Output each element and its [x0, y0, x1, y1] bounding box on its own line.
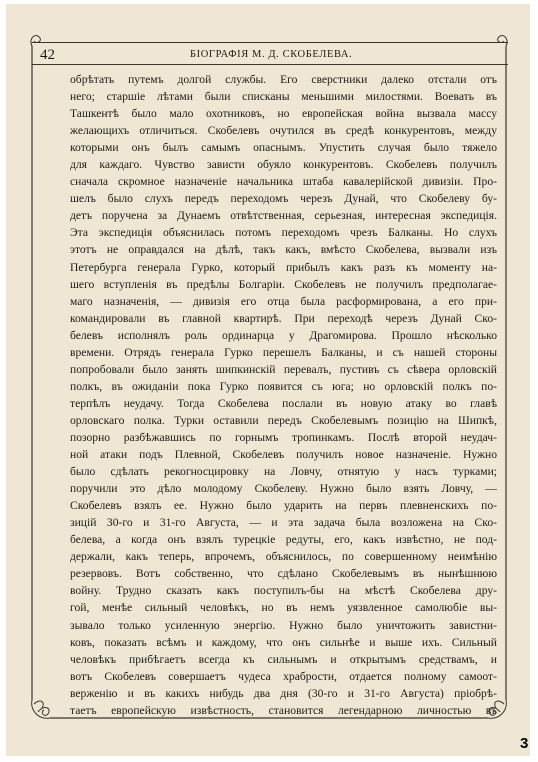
text-line: вотъ Скобелевъ совершаетъ чудеса храбрости, отдается полному самоот- [70, 669, 497, 683]
text-line: Петербурга генерала Гурко, который прибылъ какъ разъ къ моменту на- [70, 260, 497, 274]
text-line: времени. Отрядъ генерала Гурко перешелъ Балканы, и съ нашей стороны [70, 345, 497, 359]
text-line: зицій 30-го и 31-го Августа, — и эта задача была возложена на Ско- [70, 516, 497, 530]
text-line: ковъ, показать всѣмъ и каждому, что онъ сильнѣе и выше ихъ. Сильный [70, 635, 497, 649]
text-line: терпѣлъ неудачу. Тогда Скобелева послали въ новую атаку во главѣ [70, 396, 497, 410]
body-text [70, 71, 497, 719]
text-line: полкъ, въ ожиданіи пока Гурко появится съ юга; но орловскій полкъ по- [70, 379, 497, 393]
text-line: этотъ не оправдался на дѣлѣ, такъ какъ, вмѣсто Скобелева, вызвали изъ [70, 243, 497, 257]
text-line: маго назначенія, — дивизія его отца была расформирована, а его при- [70, 294, 497, 308]
text-line: орловскаго полка. Турки оставили передъ Скобелевымъ позицію на Шипкѣ, [70, 413, 497, 427]
text-line: Ташкентѣ было мало охотниковъ, но европейская война вызвала массу [70, 107, 497, 121]
text-line: него; старшіе лѣтами были списканы меньшими милостями. Воевать въ [70, 90, 497, 104]
text-line: поручили это дѣло молодому Скобелеву. Нужно было взять Ловчу, — [70, 482, 497, 496]
text-line: человѣкъ прибѣгаетъ всегда къ сильнымъ и открытымъ средствамъ, и [70, 652, 497, 666]
text-line: детъ поручена за Дунаемъ отвѣтственная, серьезная, интересная экспедиція. [70, 209, 497, 223]
text-line: зывало только усиленную энергію. Нужно было уничтожить завистни- [70, 618, 497, 632]
text-line: позорно разбѣжавшись по горнымъ тропинкамъ. Послѣ второй неудач- [70, 430, 497, 444]
header-rule-top [32, 42, 508, 43]
text-line: шелъ было слухъ передъ переходомъ черезъ Дунай, что Скобелеву бу- [70, 192, 497, 206]
text-line: резервовъ. Вотъ собственно, что сдѣлано Скобелевымъ въ нынѣшнюю [70, 567, 497, 581]
text-line: белева, а когда онъ взялъ турецкіе редуты, его, какъ извѣстно, не под- [70, 533, 497, 547]
header-rule-bottom [32, 64, 508, 65]
text-line: таетъ европейскую извѣстность, становится легендарною личностью въ [70, 703, 497, 717]
text-line: Скобелевъ взялъ ее. Нужно было ударить на первъ плевненскихъ по- [70, 499, 497, 513]
text-line: шего вступленія въ предѣлы Болгаріи. Скобелевъ не получилъ предполагае- [70, 277, 497, 291]
text-line: держали, какъ теперь, впрочемъ, объяснилось, по совершенному неимѣнію [70, 550, 497, 564]
text-line: желающихъ отличиться. Скобелевъ очутился въ средѣ конкурентовъ, между [70, 124, 497, 138]
text-line: обрѣтать путемъ долгой службы. Его сверстники далеко отстали отъ [70, 73, 497, 86]
text-line: белевъ исполнялъ роль ординарца у Драгомирова. Прошло нѣсколько [70, 328, 497, 342]
text-line: которыми онъ былъ самымъ опаснымъ. Упустить случая было тяжело [70, 141, 497, 155]
text-line: сначала скромное назначеніе начальника штаба кавалерійской дивизіи. Про- [70, 175, 497, 189]
page-number: 42 [40, 47, 55, 63]
text-line: войну. Трудно сказать какъ поступилъ-бы на мѣстѣ Скобелева дру- [70, 584, 497, 598]
text-line: Эта экспедиція объяснилась потомъ переходомъ чрезъ Балканы. Но слухъ [70, 226, 497, 240]
text-line: ной атаки подъ Плевной, Скобелевъ получилъ новое назначеніе. Нужно [70, 448, 497, 462]
running-title: БІОГРАФІЯ М. Д. СКОБЕЛЕВА. [190, 49, 353, 60]
running-head [40, 46, 500, 64]
text-line: командировали въ главной квартирѣ. При переходѣ черезъ Дунай Ско- [70, 311, 497, 325]
text-line: верженію и въ какихъ нибудь два дня (30-го и 31-го Августа) пріобрѣ- [70, 686, 497, 700]
text-line: гой, менѣе сильный человѣкъ, но въ немъ уязвленное самолюбіе вы- [70, 601, 497, 615]
text-line: было сдѣлать рекогносцировку на Ловчу, отнятую у насъ турками; [70, 465, 497, 479]
corner-number: 3 [520, 735, 529, 752]
text-line: попробовали было занять шипкинскій перевалъ, пустивъ съ сѣвера орловскій [70, 362, 497, 376]
text-line: для каждаго. Чувство зависти обуяло конкурентовъ. Скобелевъ получилъ [70, 158, 497, 172]
